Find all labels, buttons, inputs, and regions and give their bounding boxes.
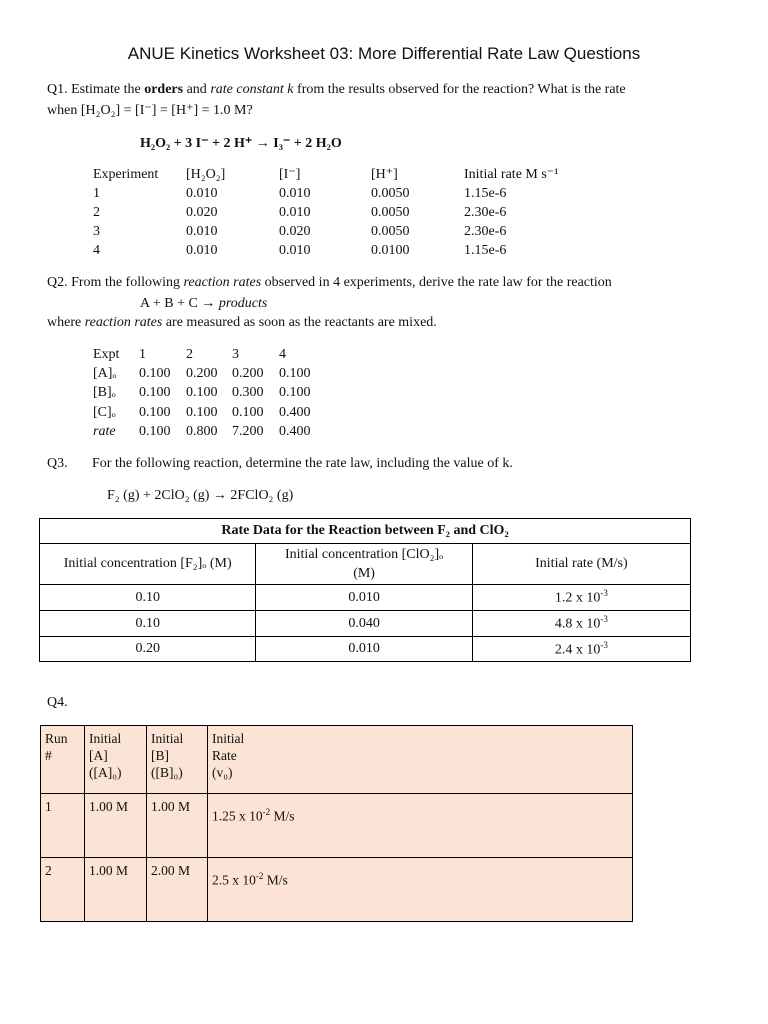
- q3-reaction-equation: F₂ (g) + 2ClO₂ (g) → 2FClO₂ (g): [107, 488, 294, 503]
- q1-cell: 1.15e-6: [464, 186, 507, 201]
- q2-cell: 4: [279, 347, 286, 362]
- q2-row-label: Expt: [93, 347, 120, 362]
- q3-header-f2: Initial concentration [F₂]ₒ (M): [40, 544, 256, 585]
- q2-cell: 3: [232, 347, 239, 362]
- q2-cell: 0.100: [186, 405, 218, 420]
- q3-header-rate: Initial rate (M/s): [472, 544, 690, 585]
- q1-header-experiment: Experiment: [93, 167, 159, 182]
- q3-cell: 0.040: [256, 611, 472, 637]
- q1-cell: 0.0100: [371, 243, 410, 258]
- q1-cell: 0.020: [279, 224, 311, 239]
- q1-cell: 0.020: [186, 205, 218, 220]
- q2-question-line1: Q2. From the following reaction rates observed in 4 experiments, derive the rate law for the reaction: [47, 275, 612, 290]
- q1-cell: 0.010: [279, 243, 311, 258]
- q1-cell: 0.010: [279, 186, 311, 201]
- q1-reaction-equation: H₂O₂ + 3 I⁻ + 2 H⁺ → I₃⁻ + 2 H₂O: [140, 136, 342, 151]
- q2-cell: 0.100: [139, 366, 171, 381]
- q2-cell: 0.300: [232, 385, 264, 400]
- q1-cell: 0.010: [186, 243, 218, 258]
- q2-row-label: [C]ₒ: [93, 405, 116, 420]
- q2-cell: 7.200: [232, 424, 264, 439]
- q2-cell: 0.200: [186, 366, 218, 381]
- q4-header-run: Run #: [41, 726, 85, 794]
- q4-data-table: [40, 725, 633, 922]
- q2-cell: 0.100: [279, 366, 311, 381]
- q4-cell: 2.00 M: [147, 858, 208, 922]
- q4-header-b: Initial [B] ([B]₀): [147, 726, 208, 794]
- q1-cell: 4: [93, 243, 100, 258]
- q2-row-label: [A]ₒ: [93, 366, 117, 381]
- q3-rate-table: [39, 518, 691, 662]
- q2-row-label: rate: [93, 424, 116, 439]
- q3-cell: 1.2 x $10^{-3}$: [472, 585, 690, 611]
- q4-cell: 1.00 M: [147, 794, 208, 858]
- q3-cell: 4.8 x $10^{-3}$: [472, 611, 690, 637]
- q1-header-rate: Initial rate M s⁻¹: [464, 167, 559, 182]
- q1-cell: 3: [93, 224, 100, 239]
- q4-header-a: Initial [A] ([A]₀): [85, 726, 147, 794]
- q1-cell: 1: [93, 186, 100, 201]
- q3-question: For the following reaction, determine the rate law, including the value of k.: [92, 456, 513, 471]
- q1-header-h2o2: [H₂O₂]: [186, 167, 226, 182]
- q3-header-clo2: Initial concentration [ClO₂]ₒ (M): [256, 544, 472, 585]
- q1-cell: 0.010: [186, 224, 218, 239]
- q4-cell: 1.00 M: [85, 794, 147, 858]
- q2-cell: 0.200: [232, 366, 264, 381]
- q2-cell: 0.100: [186, 385, 218, 400]
- q3-cell: 0.10: [40, 585, 256, 611]
- q4-cell: 1.00 M: [85, 858, 147, 922]
- q2-cell: 0.100: [232, 405, 264, 420]
- q1-header-hydrogen: [H⁺]: [371, 167, 398, 182]
- page-title: ANUE Kinetics Worksheet 03: More Differential Rate Law Questions: [127, 44, 641, 63]
- q3-cell: 0.010: [256, 637, 472, 662]
- q2-cell: 0.400: [279, 424, 311, 439]
- q1-cell: 2.30e-6: [464, 205, 507, 220]
- q1-cell: 1.15e-6: [464, 243, 507, 258]
- q2-cell: 0.100: [279, 385, 311, 400]
- q1-cell: 2: [93, 205, 100, 220]
- q2-cell: 0.400: [279, 405, 311, 420]
- q3-cell: 0.20: [40, 637, 256, 662]
- q4-label: Q4.: [47, 695, 68, 710]
- q3-table-title: Rate Data for the Reaction between F₂ and ClO₂: [40, 519, 691, 544]
- q2-reaction-equation: A + B + C → products: [140, 296, 268, 311]
- q2-cell: 1: [139, 347, 146, 362]
- q2-cell: 0.800: [186, 424, 218, 439]
- q1-question-line2: when [H₂O₂] = [I⁻] = [H⁺] = 1.0 M?: [47, 103, 253, 118]
- q4-header-rate: Initial Rate (v₀): [208, 726, 633, 794]
- q1-header-iodide: [I⁻]: [279, 167, 301, 182]
- q2-row-label: [B]ₒ: [93, 385, 116, 400]
- q2-cell: 2: [186, 347, 193, 362]
- q1-cell: 0.0050: [371, 205, 410, 220]
- q3-cell: 0.10: [40, 611, 256, 637]
- q1-cell: 2.30e-6: [464, 224, 507, 239]
- q4-cell: 1: [41, 794, 85, 858]
- q1-cell: 0.0050: [371, 224, 410, 239]
- q1-cell: 0.0050: [371, 186, 410, 201]
- q4-cell: 2: [41, 858, 85, 922]
- q3-cell: 2.4 x $10^{-3}$: [472, 637, 690, 662]
- q2-question-line3: where reaction rates are measured as soon as the reactants are mixed.: [47, 315, 437, 330]
- q2-cell: 0.100: [139, 385, 171, 400]
- q2-cell: 0.100: [139, 405, 171, 420]
- q3-cell: 0.010: [256, 585, 472, 611]
- q1-cell: 0.010: [279, 205, 311, 220]
- q1-cell: 0.010: [186, 186, 218, 201]
- q1-question-line1: Q1. Estimate the orders and rate constant k from the results observed for the reaction? What is the rate: [47, 82, 626, 97]
- q4-cell: 1.25 x $10^{-2}$ M/s: [208, 794, 633, 858]
- q2-cell: 0.100: [139, 424, 171, 439]
- q4-cell: 2.5 x $10^{-2}$ M/s: [208, 858, 633, 922]
- q3-label: Q3.: [47, 456, 68, 471]
